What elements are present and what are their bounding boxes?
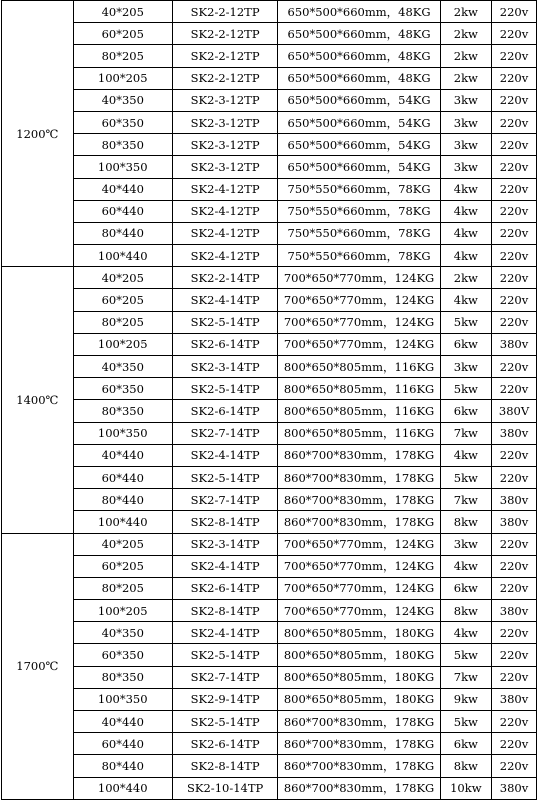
table-row [2, 111, 537, 133]
dimensions-weight-cell: 700*650*770mm，124KG [278, 289, 440, 311]
table-row [2, 245, 537, 267]
chamber-size-cell: 40*350 [73, 89, 172, 111]
table-row [2, 178, 537, 200]
table-row [2, 45, 537, 67]
model-cell: SK2-7-14TP [172, 422, 278, 444]
voltage-cell: 220v [492, 245, 537, 267]
model-cell: SK2-6-14TP [172, 733, 278, 755]
model-cell: SK2-5-14TP [172, 644, 278, 666]
voltage-cell: 220v [492, 289, 537, 311]
chamber-size-cell: 100*350 [73, 688, 172, 710]
chamber-size-cell: 60*440 [73, 466, 172, 488]
voltage-cell: 220v [492, 89, 537, 111]
chamber-size-cell: 80*205 [73, 577, 172, 599]
model-cell: SK2-7-14TP [172, 489, 278, 511]
dimensions-weight-cell: 800*650*805mm，116KG [278, 422, 440, 444]
power-cell: 8kw [440, 755, 491, 777]
table-row [2, 755, 537, 777]
table-row [2, 533, 537, 555]
voltage-cell: 220v [492, 444, 537, 466]
model-cell: SK2-6-14TP [172, 333, 278, 355]
power-cell: 6kw [440, 733, 491, 755]
furnace-spec-table-body [2, 1, 537, 800]
voltage-cell: 220v [492, 267, 537, 289]
table-row [2, 644, 537, 666]
table-row [2, 1, 537, 23]
dimensions-weight-cell: 700*650*770mm，124KG [278, 555, 440, 577]
chamber-size-cell: 100*440 [73, 245, 172, 267]
table-row [2, 311, 537, 333]
table-row [2, 666, 537, 688]
chamber-size-cell: 100*440 [73, 777, 172, 799]
table-row [2, 622, 537, 644]
table-row [2, 134, 537, 156]
power-cell: 3kw [440, 356, 491, 378]
chamber-size-cell: 60*205 [73, 555, 172, 577]
voltage-cell: 220v [492, 466, 537, 488]
model-cell: SK2-3-12TP [172, 134, 278, 156]
dimensions-weight-cell: 650*500*660mm，54KG [278, 111, 440, 133]
voltage-cell: 380v [492, 333, 537, 355]
table-row [2, 688, 537, 710]
table-row [2, 466, 537, 488]
chamber-size-cell: 80*440 [73, 755, 172, 777]
model-cell: SK2-4-14TP [172, 444, 278, 466]
dimensions-weight-cell: 860*700*830mm，178KG [278, 711, 440, 733]
chamber-size-cell: 40*205 [73, 533, 172, 555]
voltage-cell: 220v [492, 23, 537, 45]
chamber-size-cell: 60*205 [73, 289, 172, 311]
model-cell: SK2-2-12TP [172, 1, 278, 23]
dimensions-weight-cell: 650*500*660mm，54KG [278, 89, 440, 111]
table-row [2, 489, 537, 511]
model-cell: SK2-2-14TP [172, 267, 278, 289]
voltage-cell: 220v [492, 378, 537, 400]
temperature-group-cell: 1200℃ [2, 1, 74, 267]
voltage-cell: 220v [492, 533, 537, 555]
model-cell: SK2-3-12TP [172, 156, 278, 178]
power-cell: 7kw [440, 422, 491, 444]
table-row [2, 67, 537, 89]
dimensions-weight-cell: 750*550*660mm，78KG [278, 245, 440, 267]
voltage-cell: 220v [492, 577, 537, 599]
chamber-size-cell: 80*350 [73, 134, 172, 156]
voltage-cell: 220v [492, 222, 537, 244]
table-row [2, 200, 537, 222]
voltage-cell: 380v [492, 511, 537, 533]
table-row [2, 289, 537, 311]
table-row [2, 444, 537, 466]
voltage-cell: 220v [492, 311, 537, 333]
power-cell: 3kw [440, 156, 491, 178]
voltage-cell: 220v [492, 67, 537, 89]
dimensions-weight-cell: 800*650*805mm，180KG [278, 688, 440, 710]
chamber-size-cell: 40*205 [73, 267, 172, 289]
dimensions-weight-cell: 800*650*805mm，180KG [278, 622, 440, 644]
table-row [2, 400, 537, 422]
model-cell: SK2-8-14TP [172, 755, 278, 777]
model-cell: SK2-4-14TP [172, 622, 278, 644]
model-cell: SK2-5-14TP [172, 466, 278, 488]
model-cell: SK2-9-14TP [172, 688, 278, 710]
dimensions-weight-cell: 860*700*830mm，178KG [278, 755, 440, 777]
dimensions-weight-cell: 750*550*660mm，78KG [278, 200, 440, 222]
table-row [2, 422, 537, 444]
table-row [2, 733, 537, 755]
voltage-cell: 220v [492, 644, 537, 666]
voltage-cell: 220v [492, 156, 537, 178]
model-cell: SK2-6-14TP [172, 400, 278, 422]
table-row [2, 555, 537, 577]
chamber-size-cell: 60*350 [73, 644, 172, 666]
power-cell: 5kw [440, 644, 491, 666]
chamber-size-cell: 100*350 [73, 422, 172, 444]
model-cell: SK2-5-14TP [172, 711, 278, 733]
power-cell: 7kw [440, 489, 491, 511]
power-cell: 4kw [440, 622, 491, 644]
model-cell: SK2-4-12TP [172, 245, 278, 267]
chamber-size-cell: 100*205 [73, 333, 172, 355]
chamber-size-cell: 40*350 [73, 356, 172, 378]
model-cell: SK2-4-14TP [172, 555, 278, 577]
voltage-cell: 220v [492, 111, 537, 133]
model-cell: SK2-4-12TP [172, 200, 278, 222]
chamber-size-cell: 40*440 [73, 444, 172, 466]
dimensions-weight-cell: 750*550*660mm，78KG [278, 178, 440, 200]
voltage-cell: 220v [492, 45, 537, 67]
chamber-size-cell: 100*205 [73, 67, 172, 89]
model-cell: SK2-2-12TP [172, 67, 278, 89]
voltage-cell: 380V [492, 400, 537, 422]
voltage-cell: 220v [492, 200, 537, 222]
model-cell: SK2-10-14TP [172, 777, 278, 799]
dimensions-weight-cell: 650*500*660mm，54KG [278, 134, 440, 156]
dimensions-weight-cell: 800*650*805mm，116KG [278, 356, 440, 378]
dimensions-weight-cell: 860*700*830mm，178KG [278, 733, 440, 755]
chamber-size-cell: 80*350 [73, 400, 172, 422]
dimensions-weight-cell: 700*650*770mm，124KG [278, 333, 440, 355]
chamber-size-cell: 80*205 [73, 45, 172, 67]
model-cell: SK2-5-14TP [172, 378, 278, 400]
table-row [2, 577, 537, 599]
chamber-size-cell: 100*440 [73, 511, 172, 533]
dimensions-weight-cell: 860*700*830mm，178KG [278, 444, 440, 466]
power-cell: 5kw [440, 378, 491, 400]
voltage-cell: 220v [492, 1, 537, 23]
voltage-cell: 380v [492, 688, 537, 710]
table-row [2, 378, 537, 400]
model-cell: SK2-3-14TP [172, 533, 278, 555]
power-cell: 6kw [440, 400, 491, 422]
voltage-cell: 220v [492, 711, 537, 733]
power-cell: 3kw [440, 533, 491, 555]
voltage-cell: 380v [492, 777, 537, 799]
power-cell: 6kw [440, 577, 491, 599]
power-cell: 5kw [440, 711, 491, 733]
table-row [2, 777, 537, 799]
dimensions-weight-cell: 860*700*830mm，178KG [278, 777, 440, 799]
power-cell: 8kw [440, 600, 491, 622]
power-cell: 3kw [440, 134, 491, 156]
voltage-cell: 220v [492, 356, 537, 378]
voltage-cell: 220v [492, 755, 537, 777]
model-cell: SK2-5-14TP [172, 311, 278, 333]
chamber-size-cell: 80*350 [73, 666, 172, 688]
power-cell: 10kw [440, 777, 491, 799]
voltage-cell: 220v [492, 733, 537, 755]
power-cell: 5kw [440, 466, 491, 488]
chamber-size-cell: 60*350 [73, 378, 172, 400]
model-cell: SK2-2-12TP [172, 23, 278, 45]
chamber-size-cell: 40*440 [73, 711, 172, 733]
dimensions-weight-cell: 860*700*830mm，178KG [278, 511, 440, 533]
chamber-size-cell: 40*440 [73, 178, 172, 200]
dimensions-weight-cell: 700*650*770mm，124KG [278, 267, 440, 289]
model-cell: SK2-8-14TP [172, 511, 278, 533]
table-row [2, 711, 537, 733]
power-cell: 8kw [440, 511, 491, 533]
voltage-cell: 380v [492, 600, 537, 622]
chamber-size-cell: 80*205 [73, 311, 172, 333]
table-row [2, 222, 537, 244]
chamber-size-cell: 40*205 [73, 1, 172, 23]
table-row [2, 156, 537, 178]
power-cell: 2kw [440, 1, 491, 23]
model-cell: SK2-8-14TP [172, 600, 278, 622]
model-cell: SK2-4-12TP [172, 222, 278, 244]
voltage-cell: 220v [492, 666, 537, 688]
power-cell: 3kw [440, 111, 491, 133]
power-cell: 4kw [440, 178, 491, 200]
table-row [2, 89, 537, 111]
dimensions-weight-cell: 860*700*830mm，178KG [278, 466, 440, 488]
model-cell: SK2-4-12TP [172, 178, 278, 200]
model-cell: SK2-6-14TP [172, 577, 278, 599]
temperature-group-cell: 1700℃ [2, 533, 74, 799]
power-cell: 3kw [440, 89, 491, 111]
power-cell: 2kw [440, 267, 491, 289]
temperature-group-cell: 1400℃ [2, 267, 74, 533]
dimensions-weight-cell: 700*650*770mm，124KG [278, 533, 440, 555]
chamber-size-cell: 100*205 [73, 600, 172, 622]
model-cell: SK2-3-12TP [172, 111, 278, 133]
model-cell: SK2-4-14TP [172, 289, 278, 311]
table-row [2, 600, 537, 622]
power-cell: 4kw [440, 555, 491, 577]
chamber-size-cell: 60*440 [73, 733, 172, 755]
chamber-size-cell: 60*205 [73, 23, 172, 45]
voltage-cell: 380v [492, 489, 537, 511]
power-cell: 4kw [440, 222, 491, 244]
dimensions-weight-cell: 650*500*660mm，54KG [278, 156, 440, 178]
furnace-spec-table [1, 0, 537, 800]
chamber-size-cell: 40*350 [73, 622, 172, 644]
dimensions-weight-cell: 800*650*805mm，180KG [278, 644, 440, 666]
dimensions-weight-cell: 700*650*770mm，124KG [278, 311, 440, 333]
model-cell: SK2-7-14TP [172, 666, 278, 688]
power-cell: 2kw [440, 45, 491, 67]
power-cell: 2kw [440, 67, 491, 89]
power-cell: 4kw [440, 200, 491, 222]
chamber-size-cell: 60*440 [73, 200, 172, 222]
voltage-cell: 220v [492, 178, 537, 200]
dimensions-weight-cell: 650*500*660mm，48KG [278, 1, 440, 23]
power-cell: 4kw [440, 289, 491, 311]
dimensions-weight-cell: 800*650*805mm，116KG [278, 400, 440, 422]
chamber-size-cell: 80*440 [73, 222, 172, 244]
table-row [2, 267, 537, 289]
dimensions-weight-cell: 750*550*660mm，78KG [278, 222, 440, 244]
model-cell: SK2-2-12TP [172, 45, 278, 67]
power-cell: 5kw [440, 311, 491, 333]
power-cell: 4kw [440, 245, 491, 267]
power-cell: 9kw [440, 688, 491, 710]
voltage-cell: 220v [492, 622, 537, 644]
dimensions-weight-cell: 650*500*660mm，48KG [278, 67, 440, 89]
dimensions-weight-cell: 800*650*805mm，180KG [278, 666, 440, 688]
dimensions-weight-cell: 700*650*770mm，124KG [278, 600, 440, 622]
voltage-cell: 220v [492, 555, 537, 577]
model-cell: SK2-3-14TP [172, 356, 278, 378]
chamber-size-cell: 60*350 [73, 111, 172, 133]
power-cell: 7kw [440, 666, 491, 688]
power-cell: 2kw [440, 23, 491, 45]
chamber-size-cell: 100*350 [73, 156, 172, 178]
table-row [2, 23, 537, 45]
voltage-cell: 220v [492, 134, 537, 156]
power-cell: 6kw [440, 333, 491, 355]
model-cell: SK2-3-12TP [172, 89, 278, 111]
table-row [2, 356, 537, 378]
voltage-cell: 380v [492, 422, 537, 444]
table-row [2, 333, 537, 355]
dimensions-weight-cell: 860*700*830mm，178KG [278, 489, 440, 511]
dimensions-weight-cell: 800*650*805mm，116KG [278, 378, 440, 400]
chamber-size-cell: 80*440 [73, 489, 172, 511]
dimensions-weight-cell: 650*500*660mm，48KG [278, 23, 440, 45]
table-row [2, 511, 537, 533]
dimensions-weight-cell: 650*500*660mm，48KG [278, 45, 440, 67]
dimensions-weight-cell: 700*650*770mm，124KG [278, 577, 440, 599]
power-cell: 4kw [440, 444, 491, 466]
